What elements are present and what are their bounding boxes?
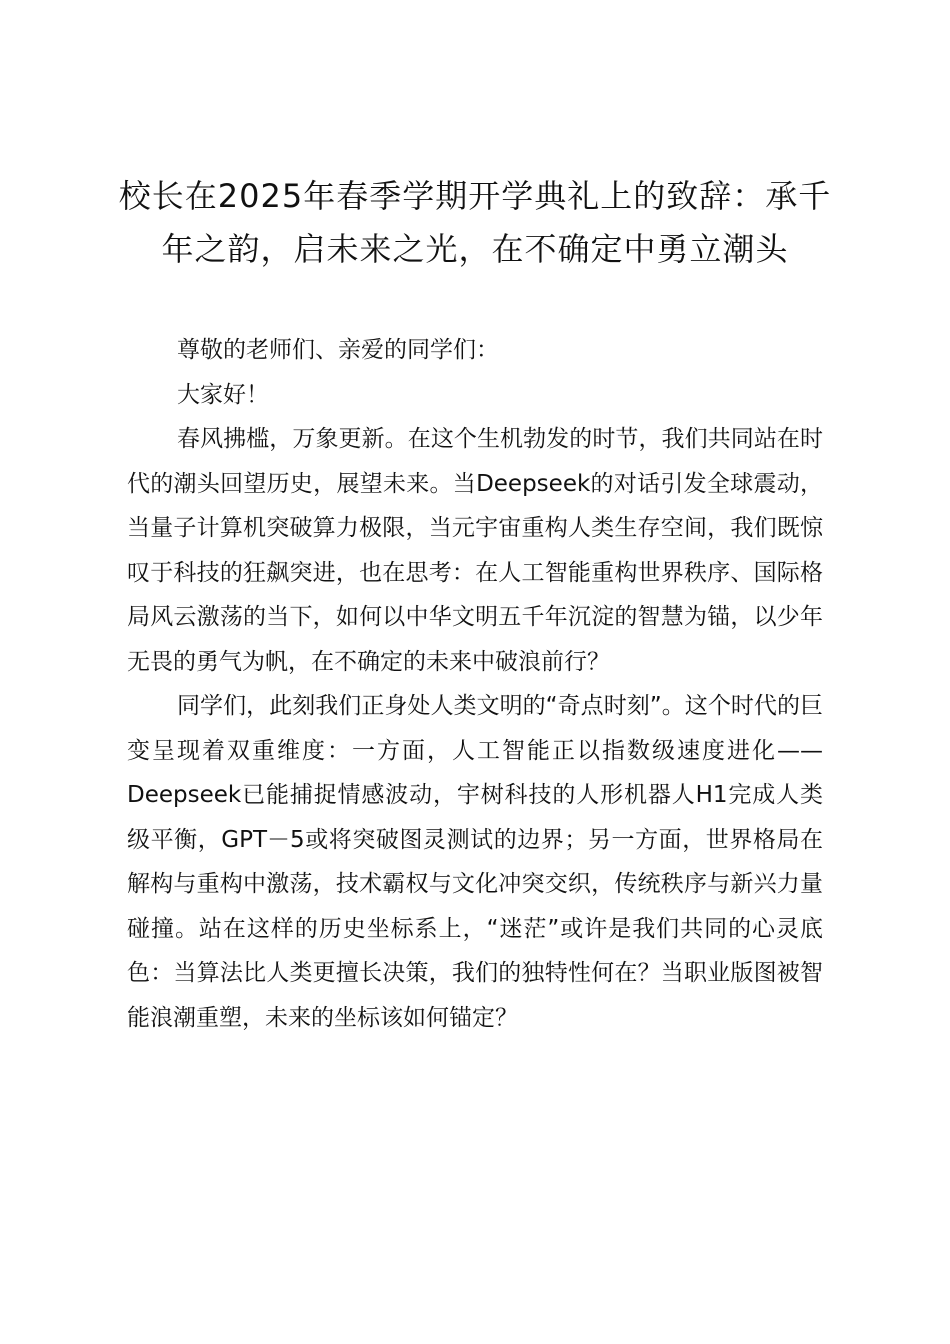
- paragraph-1: 春风拂槛，万象更新。在这个生机勃发的时节，我们共同站在时代的潮头回望历史，展望未来。当Deepseek的对话引发全球震动，当量子计算机突破算力极限，当元宇宙重构人类生存空间，我们既惊叹于科技的狂飙突进，也在思考：在人工智能重构世界秩序、国际格局风云激荡的当下，如何以中华文明五千年沉淀的智慧为锚，以少年无畏的勇气为帆，在不确定的未来中破浪前行？: [127, 426, 823, 675]
- document-body: [127, 328, 823, 1040]
- paragraph-2: 同学们，此刻我们正身处人类文明的“奇点时刻”。这个时代的巨变呈现着双重维度：一方面，人工智能正以指数级速度进化——Deepseek已能捕捉情感波动，宇树科技的人形机器人H1完成人类级平衡，GPT－5或将突破图灵测试的边界；另一方面，世界格局在解构与重构中激荡，技术霸权与文化冲突交织，传统秩序与新兴力量碰撞。站在这样的历史坐标系上，“迷茫”或许是我们共同的心灵底色：当算法比人类更擅长决策，我们的独特性何在？当职业版图被智能浪潮重塑，未来的坐标该如何锚定？: [127, 693, 823, 1031]
- salutation: 尊敬的老师们、亲爱的同学们：: [177, 337, 499, 363]
- document-title: 校长在2025年春季学期开学典礼上的致辞：承千年之韵，启未来之光，在不确定中勇立潮头: [118, 177, 832, 268]
- greeting: 大家好！: [177, 381, 269, 408]
